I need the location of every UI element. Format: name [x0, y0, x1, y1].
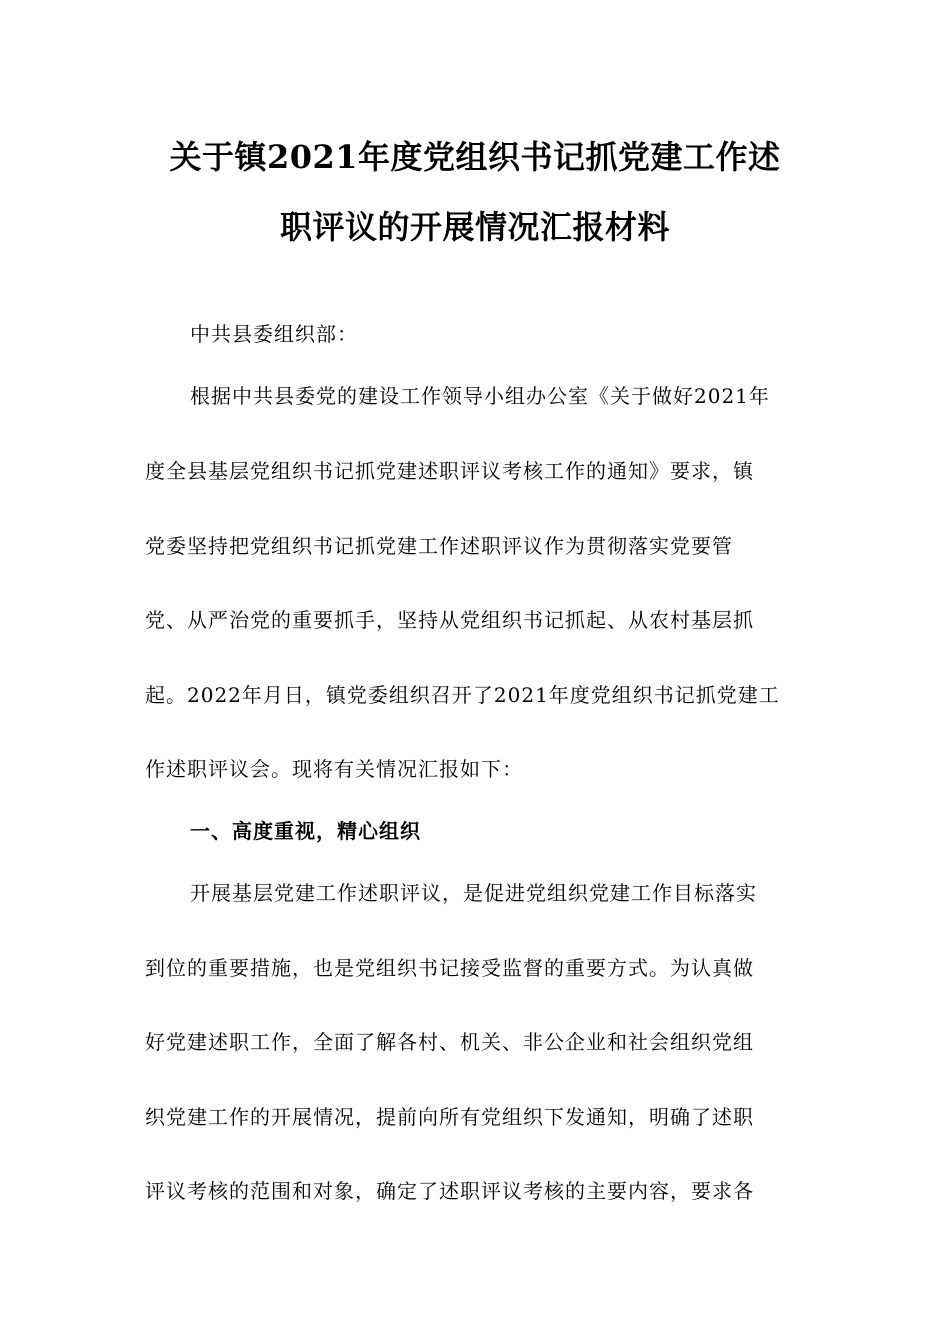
paragraph-2-line-4: 织党建工作的开展情况，提前向所有党组织下发通知，明确了述职	[145, 1105, 754, 1129]
paragraph-1-line-3: 党委坚持把党组织书记抓党建工作述职评议作为贯彻落实党要管	[145, 534, 733, 558]
paragraph-1-line-1: 根据中共县委党的建设工作领导小组办公室《关于做好2021年	[190, 384, 770, 408]
paragraph-1-line-5: 起。2022年月日，镇党委组织召开了2021年度党组织书记抓党建工	[145, 683, 780, 707]
paragraph-2-line-3: 好党建述职工作，全面了解各村、机关、非公企业和社会组织党组	[145, 1030, 754, 1054]
paragraph-1-line-6: 作述职评议会。现将有关情况汇报如下：	[145, 757, 523, 781]
document-title-line-2: 职评议的开展情况汇报材料	[279, 208, 670, 246]
paragraph-2-line-5: 评议考核的范围和对象，确定了述职评议考核的主要内容，要求各	[145, 1179, 754, 1203]
paragraph-1-line-2: 度全县基层党组织书记抓党建述职评议考核工作的通知》要求，镇	[145, 459, 754, 483]
paragraph-2-line-1: 开展基层党建工作述职评议，是促进党组织党建工作目标落实	[190, 881, 757, 905]
salutation: 中共县委组织部：	[190, 322, 358, 346]
paragraph-2-line-2: 到位的重要措施，也是党组织书记接受监督的重要方式。为认真做	[145, 956, 754, 980]
paragraph-1-line-4: 党、从严治党的重要抓手，坚持从党组织书记抓起、从农村基层抓	[145, 608, 754, 632]
section-1-heading: 一、高度重视，精心组织	[190, 819, 421, 843]
document-title-line-1: 关于镇2021年度党组织书记抓党建工作述	[169, 138, 781, 176]
